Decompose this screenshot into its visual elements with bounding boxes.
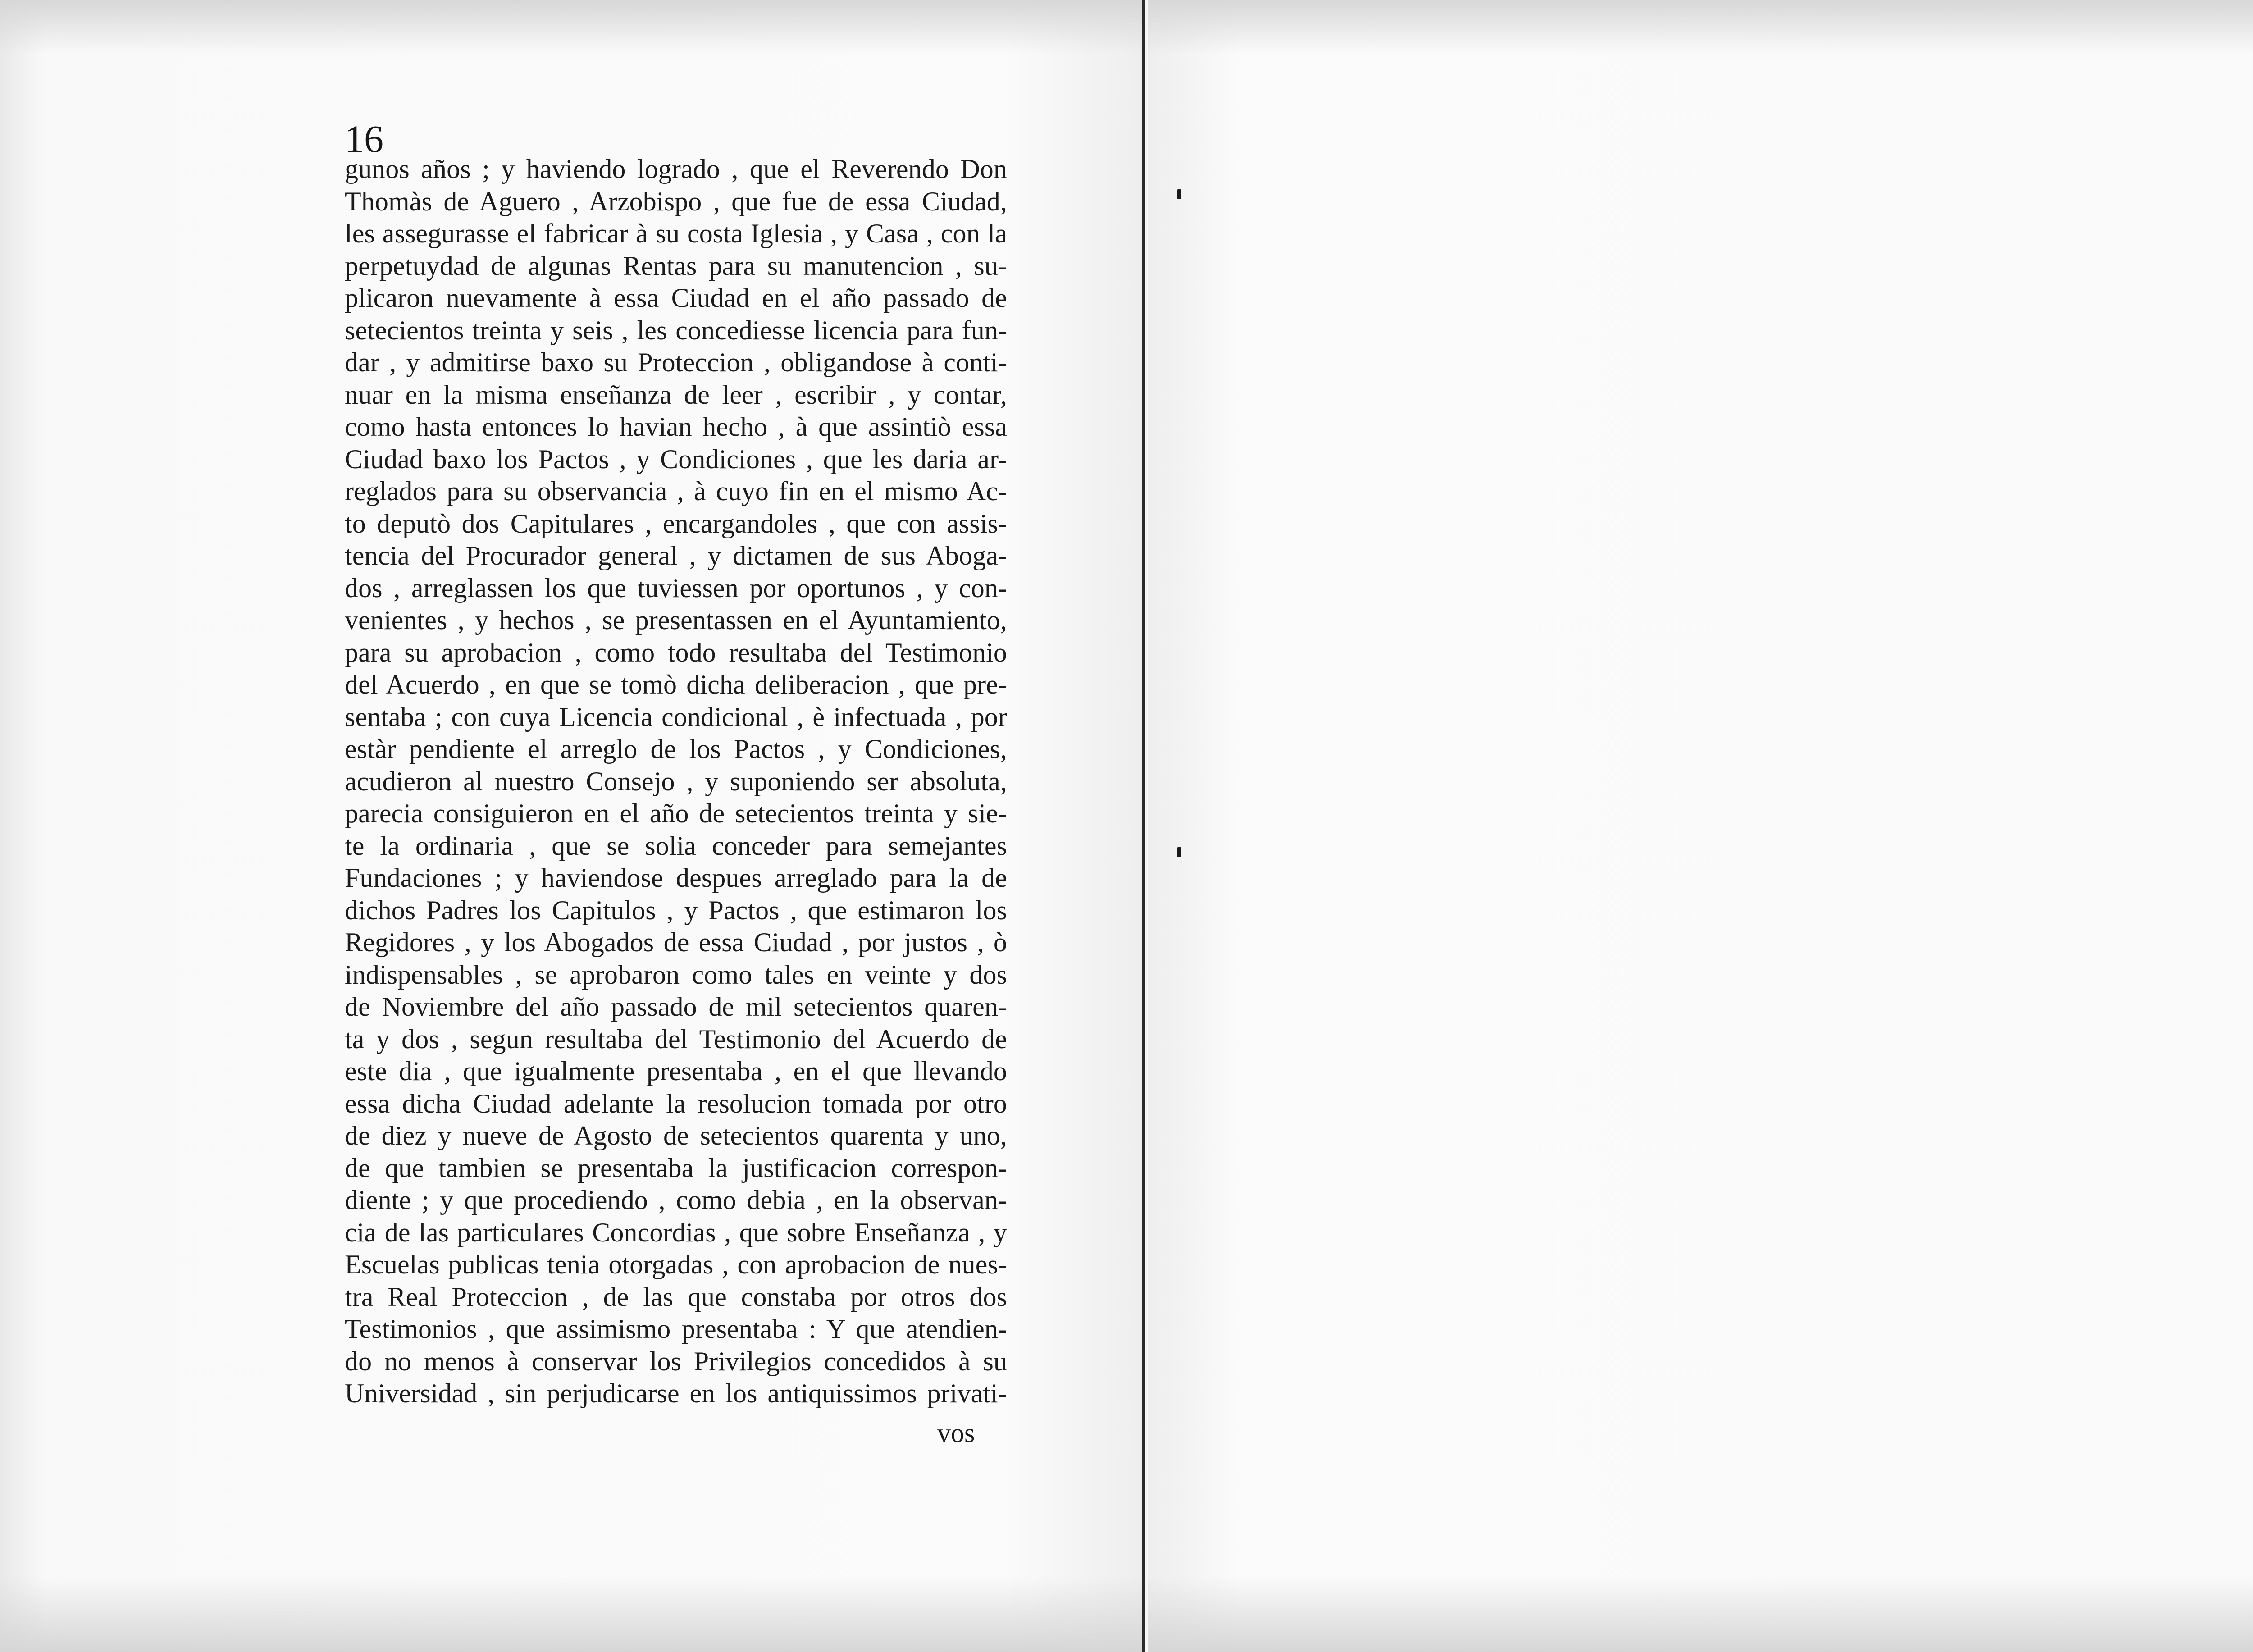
text-line: Escuelas publicas tenia otorgadas , con aprobacion de nues- [345, 1250, 1007, 1279]
text-line: Regidores , y los Abogados de essa Ciudad , por justos , ò [345, 927, 1007, 957]
text-line: nuar en la misma enseñanza de leer , escribir , y contar, [345, 379, 1007, 410]
text-line: venientes , y hechos , se presentassen en el Ayuntamiento, [345, 605, 1007, 635]
text-line: de que tambien se presentaba la justificacion correspon- [345, 1153, 1007, 1183]
text-line: diente ; y que procediendo , como debia , en la observan- [345, 1185, 1007, 1215]
text-line: cia de las particulares Concordias , que sobre Enseñanza , y [345, 1217, 1007, 1247]
text-line: Fundaciones ; y haviendose despues arreglado para la de [345, 863, 1007, 893]
text-line: dichos Padres los Capitulos , y Pactos , que estimaron los [345, 895, 1007, 925]
text-line: gunos años ; y haviendo logrado , que el Reverendo Don [345, 154, 1007, 184]
text-line: del Acuerdo , en que se tomò dicha deliberacion , que pre- [345, 670, 1007, 699]
right-page [1148, 0, 2253, 1652]
text-line: para su aprobacion , como todo resultaba del Testimonio [345, 637, 1007, 667]
text-line: dar , y admitirse baxo su Proteccion , obligandose à conti- [345, 347, 1007, 377]
page-edge-shadow [1148, 0, 2253, 54]
text-line: les assegurasse el fabricar à su costa Iglesia , y Casa , con la [345, 219, 1007, 248]
page-edge-shadow [0, 0, 1142, 54]
text-line: como hasta entonces lo havian hecho , à que assintiò essa [345, 412, 1007, 442]
page-edge-shadow [0, 1575, 1142, 1652]
text-line: ta y dos , segun resultaba del Testimonio del Acuerdo de [345, 1024, 1007, 1054]
text-line: Ciudad baxo los Pactos , y Condiciones , que les daria ar- [345, 444, 1007, 474]
binding-hole-mark [1177, 847, 1181, 857]
text-line: plicaron nuevamente à essa Ciudad en el año passado de [345, 283, 1007, 313]
text-line: indispensables , se aprobaron como tales en veinte y dos [345, 959, 1007, 990]
text-line: sentaba ; con cuya Licencia condicional , è infectuada , por [345, 702, 1007, 732]
text-line: Testimonios , que assimismo presentaba : Y que atendien- [345, 1314, 1007, 1344]
text-line: to deputò dos Capitulares , encargandoles , que con assis- [345, 508, 1007, 538]
text-line: parecia consiguieron en el año de setecientos treinta y sie- [345, 799, 1007, 828]
binding-hole-mark [1177, 189, 1181, 199]
page-number: 16 [345, 117, 383, 160]
text-line: acudieron al nuestro Consejo , y suponiendo ser absoluta, [345, 766, 1007, 796]
text-line: te la ordinaria , que se solia conceder para semejantes [345, 831, 1007, 861]
text-line: tencia del Procurador general , y dictamen de sus Aboga- [345, 541, 1007, 570]
catchword: vos [937, 1418, 975, 1448]
text-line: reglados para su observancia , à cuyo fin en el mismo Ac- [345, 476, 1007, 506]
text-line: Thomàs de Aguero , Arzobispo , que fue de essa Ciudad, [345, 186, 1007, 216]
text-line: este dia , que igualmente presentaba , en el que llevando [345, 1056, 1007, 1086]
text-line: estàr pendiente el arreglo de los Pactos , y Condiciones, [345, 734, 1007, 764]
text-line: Universidad , sin perjudicarse en los antiquissimos privati- [345, 1378, 1007, 1408]
page-body-text [345, 153, 1007, 1410]
text-line: perpetuydad de algunas Rentas para su manutencion , su- [345, 251, 1007, 281]
text-line: essa dicha Ciudad adelante la resolucion tomada por otro [345, 1088, 1007, 1118]
text-line: do no menos à conservar los Privilegios concedidos à su [345, 1346, 1007, 1376]
text-line: dos , arreglassen los que tuviessen por oportunos , y con- [345, 573, 1007, 603]
text-line: tra Real Proteccion , de las que constaba por otros dos [345, 1282, 1007, 1312]
text-line: de Noviembre del año passado de mil setecientos quaren- [345, 992, 1007, 1022]
text-line: de diez y nueve de Agosto de setecientos quarenta y uno, [345, 1121, 1007, 1150]
page-edge-shadow [1148, 1575, 2253, 1652]
text-line: setecientos treinta y seis , les concediesse licencia para fun- [345, 315, 1007, 345]
